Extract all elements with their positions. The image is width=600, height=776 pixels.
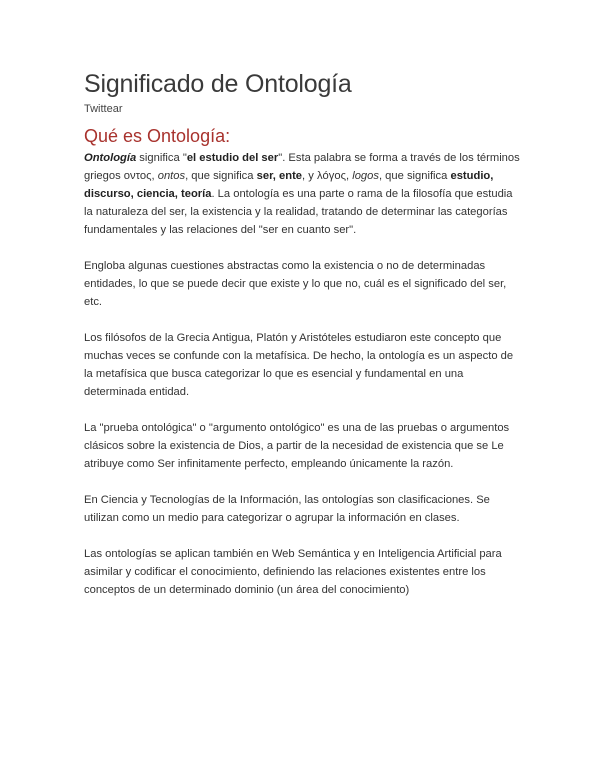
p1-text-4: ". Esta palabra se forma a través de los términos griegos οντος,: [84, 152, 520, 182]
paragraph-information-science: En Ciencia y Tecnologías de la Información, las ontologías son clasificaciones. Se utilizan como un medio para categorizar o agrupar la información en clases.: [84, 494, 490, 524]
paragraph-greek-philosophers: Los filósofos de la Grecia Antigua, Platón y Aristóteles estudiaron este concepto que muchas veces se confunde con la metafísica. De hecho, la ontología es un aspecto de la metafísica que busca categorizar lo que es esencial y fundamental en una determinada entidad.: [84, 332, 514, 398]
paragraph-abstract-questions: Engloba algunas cuestiones abstractas como la existencia o no de determinadas entidades, lo que se puede decir que existe y lo que no, cuál es el significado del ser, etc.: [84, 260, 507, 308]
paragraph-definition: [84, 149, 520, 239]
p1-text-6: , que significa: [185, 170, 257, 182]
term-estudio-del-ser: el estudio del ser: [186, 152, 279, 164]
term-ontos: ontos: [157, 170, 186, 182]
page-title: Significado de Ontología: [84, 70, 352, 98]
term-logos: logos: [352, 170, 379, 182]
section-heading: Qué es Ontología:: [84, 126, 231, 146]
term-estudio-discurso: estudio, discurso, ciencia, teoría: [84, 170, 494, 200]
paragraph-semantic-web: Las ontologías se aplican también en Web Semántica y en Inteligencia Artificial para asimilar y codificar el conocimiento, definiendo las relaciones existentes entre los conceptos de un determinado dominio (un área del conocimiento): [84, 548, 502, 596]
p1-text-12: . La ontología es una parte o rama de la filosofía que estudia la naturaleza del ser, la existencia y la realidad, tratando de determinar las categorías fundamentales y las relaciones del "ser en cuanto ser".: [84, 188, 513, 236]
p1-text-8: , y λóγος,: [302, 170, 353, 182]
paragraph-ontological-proof: La "prueba ontológica" o "argumento ontológico" es una de las pruebas o argumentos clásicos sobre la existencia de Dios, a partir de la necesidad de existencia que se Le atribuye como Ser infinitamente perfecto, empleando únicamente la razón.: [84, 422, 510, 470]
twittear-link[interactable]: Twittear: [84, 103, 123, 115]
p1-text-10: , que significa: [378, 170, 451, 182]
p1-text-2: significa ": [136, 152, 187, 164]
term-ser-ente: ser, ente: [256, 170, 303, 182]
term-ontologia: Ontología: [84, 152, 137, 164]
